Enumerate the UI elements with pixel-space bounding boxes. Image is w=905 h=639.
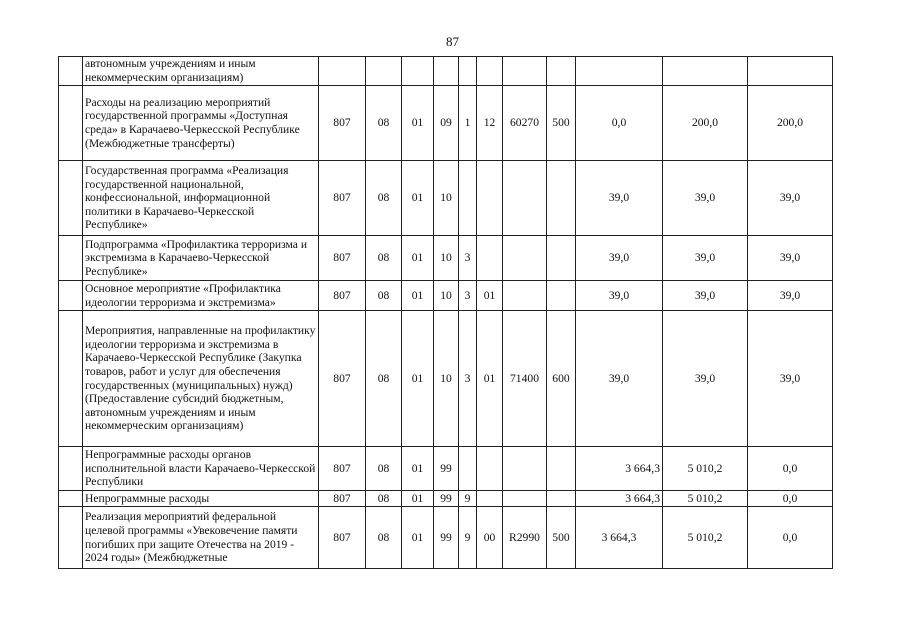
cell-rz: 08 bbox=[366, 447, 402, 491]
cell-y2: 5 010,2 bbox=[663, 447, 748, 491]
cell-rz: 08 bbox=[366, 311, 402, 447]
row-index-cell bbox=[59, 236, 83, 281]
table-row bbox=[59, 161, 833, 236]
table-row bbox=[59, 311, 833, 447]
cell-y3 bbox=[748, 57, 833, 86]
cell-p2 bbox=[459, 447, 477, 491]
row-index-cell bbox=[59, 281, 83, 311]
cell-y2: 200,0 bbox=[663, 86, 748, 161]
cell-ved: 807 bbox=[319, 86, 366, 161]
cell-p1: 10 bbox=[434, 236, 459, 281]
cell-pr: 01 bbox=[402, 447, 434, 491]
table-row bbox=[59, 507, 833, 569]
cell-y3: 39,0 bbox=[748, 311, 833, 447]
cell-p4: 71400 bbox=[503, 311, 547, 447]
cell-y3: 0,0 bbox=[748, 447, 833, 491]
cell-y2: 5 010,2 bbox=[663, 507, 748, 569]
cell-p1: 10 bbox=[434, 281, 459, 311]
cell-name: Государственная программа «Реализация государственной национальной, конфессиональной, информационной политики в Карачаево-Черкесской Республике» bbox=[83, 161, 319, 236]
cell-y1: 3 664,3 bbox=[576, 491, 663, 507]
cell-y2 bbox=[663, 57, 748, 86]
cell-vr: 600 bbox=[547, 311, 576, 447]
cell-p2: 3 bbox=[459, 281, 477, 311]
cell-y1 bbox=[576, 57, 663, 86]
cell-y3: 39,0 bbox=[748, 161, 833, 236]
cell-y1: 39,0 bbox=[576, 161, 663, 236]
cell-ved: 807 bbox=[319, 161, 366, 236]
cell-y1: 0,0 bbox=[576, 86, 663, 161]
cell-p3 bbox=[477, 447, 503, 491]
cell-rz: 08 bbox=[366, 491, 402, 507]
cell-p3 bbox=[477, 491, 503, 507]
cell-p3 bbox=[477, 161, 503, 236]
cell-p3: 00 bbox=[477, 507, 503, 569]
cell-p1 bbox=[434, 57, 459, 86]
cell-name: Основное мероприятие «Профилактика идеологии терроризма и экстремизма» bbox=[83, 281, 319, 311]
cell-y2: 39,0 bbox=[663, 311, 748, 447]
cell-pr: 01 bbox=[402, 236, 434, 281]
cell-rz: 08 bbox=[366, 281, 402, 311]
cell-ved bbox=[319, 57, 366, 86]
cell-p4 bbox=[503, 161, 547, 236]
cell-name: Мероприятия, направленные на профилактику идеологии терроризма и экстремизма в Карачаево-Черкесской Республике (Закупка товаров, работ и услуг для обеспечения государственных (муниципальных) нужд) (Предоставление субсидий бюджетным, автономным учреждениям и иным некоммерческим организациям) bbox=[83, 311, 319, 447]
cell-rz: 08 bbox=[366, 507, 402, 569]
cell-ved: 807 bbox=[319, 236, 366, 281]
cell-ved: 807 bbox=[319, 491, 366, 507]
cell-y3: 200,0 bbox=[748, 86, 833, 161]
table-row bbox=[59, 281, 833, 311]
cell-ved: 807 bbox=[319, 311, 366, 447]
cell-y1: 3 664,3 bbox=[576, 507, 663, 569]
cell-pr: 01 bbox=[402, 161, 434, 236]
cell-p3: 12 bbox=[477, 86, 503, 161]
table-row bbox=[59, 86, 833, 161]
cell-vr bbox=[547, 281, 576, 311]
cell-vr bbox=[547, 57, 576, 86]
cell-p2 bbox=[459, 161, 477, 236]
cell-name: Непрограммные расходы bbox=[83, 491, 319, 507]
cell-p1: 10 bbox=[434, 311, 459, 447]
cell-pr: 01 bbox=[402, 281, 434, 311]
cell-p1: 99 bbox=[434, 507, 459, 569]
cell-rz: 08 bbox=[366, 236, 402, 281]
cell-y2: 5 010,2 bbox=[663, 491, 748, 507]
cell-ved: 807 bbox=[319, 507, 366, 569]
cell-pr: 01 bbox=[402, 86, 434, 161]
cell-p2: 1 bbox=[459, 86, 477, 161]
cell-p4 bbox=[503, 491, 547, 507]
budget-table bbox=[58, 56, 833, 569]
page-number: 87 bbox=[446, 34, 459, 49]
cell-name: автономным учреждениям и иным некоммерческим организациям) bbox=[83, 57, 319, 86]
cell-rz: 08 bbox=[366, 86, 402, 161]
cell-rz bbox=[366, 57, 402, 86]
cell-name: Расходы на реализацию мероприятий государственной программы «Доступная среда» в Карачаево-Черкесской Республике (Межбюджетные трансферты) bbox=[83, 86, 319, 161]
cell-y1: 39,0 bbox=[576, 311, 663, 447]
cell-p4 bbox=[503, 236, 547, 281]
cell-y2: 39,0 bbox=[663, 161, 748, 236]
cell-p4: 60270 bbox=[503, 86, 547, 161]
cell-p2: 3 bbox=[459, 236, 477, 281]
cell-p1: 09 bbox=[434, 86, 459, 161]
cell-vr bbox=[547, 236, 576, 281]
cell-p2: 9 bbox=[459, 507, 477, 569]
cell-y3: 0,0 bbox=[748, 507, 833, 569]
cell-name: Непрограммные расходы органов исполнительной власти Карачаево-Черкесской Республики bbox=[83, 447, 319, 491]
cell-pr: 01 bbox=[402, 491, 434, 507]
cell-p3: 01 bbox=[477, 281, 503, 311]
cell-p4: R2990 bbox=[503, 507, 547, 569]
table-row bbox=[59, 447, 833, 491]
cell-vr: 500 bbox=[547, 86, 576, 161]
cell-p3: 01 bbox=[477, 311, 503, 447]
cell-p3 bbox=[477, 57, 503, 86]
cell-p1: 99 bbox=[434, 491, 459, 507]
table-row bbox=[59, 491, 833, 507]
cell-name: Реализация мероприятий федеральной целевой программы «Увековечение памяти погибших при защите Отечества на 2019 - 2024 годы» (Межбюджетные bbox=[83, 507, 319, 569]
cell-pr: 01 bbox=[402, 507, 434, 569]
cell-p2 bbox=[459, 57, 477, 86]
cell-p2: 9 bbox=[459, 491, 477, 507]
table-row bbox=[59, 57, 833, 86]
cell-vr bbox=[547, 161, 576, 236]
cell-y3: 39,0 bbox=[748, 236, 833, 281]
row-index-cell bbox=[59, 311, 83, 447]
row-index-cell bbox=[59, 491, 83, 507]
cell-y3: 39,0 bbox=[748, 281, 833, 311]
cell-pr bbox=[402, 57, 434, 86]
cell-y3: 0,0 bbox=[748, 491, 833, 507]
cell-ved: 807 bbox=[319, 281, 366, 311]
cell-y1: 39,0 bbox=[576, 236, 663, 281]
cell-y2: 39,0 bbox=[663, 281, 748, 311]
budget-table-body bbox=[59, 57, 833, 569]
cell-p4 bbox=[503, 57, 547, 86]
cell-ved: 807 bbox=[319, 447, 366, 491]
cell-p2: 3 bbox=[459, 311, 477, 447]
cell-name: Подпрограмма «Профилактика терроризма и экстремизма в Карачаево-Черкесской Республике» bbox=[83, 236, 319, 281]
cell-y1: 3 664,3 bbox=[576, 447, 663, 491]
cell-p1: 99 bbox=[434, 447, 459, 491]
cell-rz: 08 bbox=[366, 161, 402, 236]
row-index-cell bbox=[59, 161, 83, 236]
cell-y1: 39,0 bbox=[576, 281, 663, 311]
cell-vr bbox=[547, 447, 576, 491]
cell-p1: 10 bbox=[434, 161, 459, 236]
table-row bbox=[59, 236, 833, 281]
cell-p4 bbox=[503, 281, 547, 311]
cell-y2: 39,0 bbox=[663, 236, 748, 281]
cell-vr: 500 bbox=[547, 507, 576, 569]
cell-pr: 01 bbox=[402, 311, 434, 447]
cell-p4 bbox=[503, 447, 547, 491]
row-index-cell bbox=[59, 57, 83, 86]
row-index-cell bbox=[59, 447, 83, 491]
cell-p3 bbox=[477, 236, 503, 281]
row-index-cell bbox=[59, 86, 83, 161]
row-index-cell bbox=[59, 507, 83, 569]
cell-vr bbox=[547, 491, 576, 507]
